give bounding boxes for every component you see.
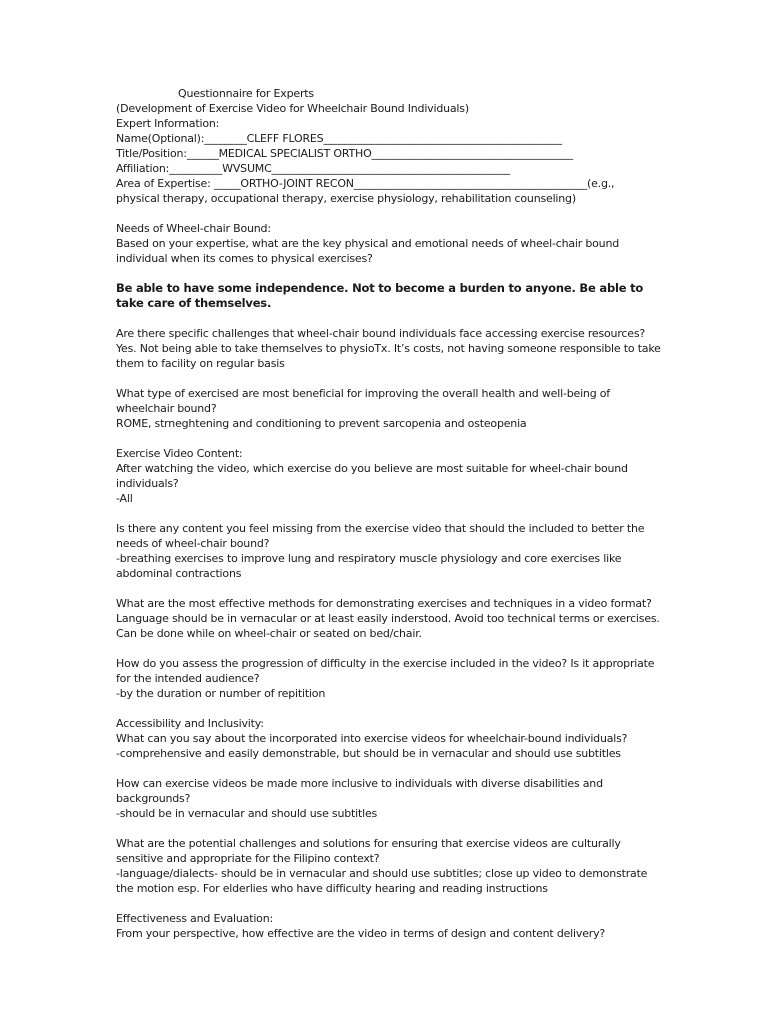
expert-info-heading: Expert Information: — [116, 117, 220, 130]
spacer — [116, 266, 661, 281]
spacer — [116, 206, 661, 221]
document-title: Questionnaire for Experts — [178, 87, 314, 100]
content-question-2: Is there any content you feel missing from the exercise video that should the included to better the needs of wheel-chair bound? — [116, 522, 645, 550]
spacer — [116, 431, 661, 446]
needs-question-3: What type of exercised are most beneficial for improving the overall health and well-being of wheelchair bound? — [116, 387, 610, 415]
spacer — [116, 821, 661, 836]
effectiveness-question-1: From your perspective, how effective are the video in terms of design and content delivery? — [116, 927, 606, 940]
content-question-4: How do you assess the progression of difficulty in the exercise included in the video? Is it appropriate for the intended audience? — [116, 657, 655, 685]
spacer — [116, 761, 661, 776]
needs-question-1: Based on your expertise, what are the key physical and emotional needs of wheel-chair bound individual when its comes to physical exercises? — [116, 237, 619, 265]
field-area-of-expertise-examples: physical therapy, occupational therapy, exercise physiology, rehabilitation counseling) — [116, 192, 576, 205]
needs-heading: Needs of Wheel-chair Bound: — [116, 222, 271, 235]
needs-answer-3: ROME, strneghtening and conditioning to prevent sarcopenia and osteopenia — [116, 417, 527, 430]
spacer — [116, 896, 661, 911]
spacer — [116, 371, 661, 386]
spacer — [116, 581, 661, 596]
spacer — [116, 701, 661, 716]
content-question-1: After watching the video, which exercise do you believe are most suitable for wheel-chair bound individuals? — [116, 462, 628, 490]
spacer — [116, 641, 661, 656]
field-area-of-expertise: Area of Expertise: _____ORTHO-JOINT RECON____________________________________________(e.g., — [116, 177, 615, 190]
needs-answer-1: Be able to have some independence. Not to become a burden to anyone. Be able to take care of themselves. — [116, 281, 644, 310]
content-answer-2: -breathing exercises to improve lung and respiratory muscle physiology and core exercises like abdominal contractions — [116, 552, 622, 580]
field-affiliation: Affiliation:__________WVSUMC_____________________________________________ — [116, 162, 511, 175]
accessibility-heading: Accessibility and Inclusivity: — [116, 717, 264, 730]
field-name: Name(Optional):________CLEFF FLORES_____________________________________________ — [116, 132, 562, 145]
needs-answer-2: Yes. Not being able to take themselves to physioTx. It’s costs, not having someone responsible to take them to facility on regular basis — [116, 342, 661, 370]
spacer — [116, 311, 661, 326]
accessibility-question-2: How can exercise videos be made more inclusive to individuals with diverse disabilities and backgrounds? — [116, 777, 603, 805]
accessibility-answer-3: -language/dialects- should be in vernacular and should use subtitles; close up video to demonstrate the motion esp. For elderlies who have difficulty hearing and reading instructions — [116, 867, 648, 895]
content-question-3: What are the most effective methods for demonstrating exercises and techniques in a video format? — [116, 597, 652, 610]
content-answer-3: Language should be in vernacular or at least easily inderstood. Avoid too technical terms or exercises. Can be done while on wheel-chair or seated on bed/chair. — [116, 612, 660, 640]
content-answer-4: -by the duration or number of repitition — [116, 687, 326, 700]
spacer — [116, 506, 661, 521]
accessibility-answer-2: -should be in vernacular and should use subtitles — [116, 807, 378, 820]
accessibility-answer-1: -comprehensive and easily demonstrable, but should be in vernacular and should use subtitles — [116, 747, 621, 760]
content-answer-1: -All — [116, 492, 133, 505]
effectiveness-heading: Effectiveness and Evaluation: — [116, 912, 273, 925]
accessibility-question-3: What are the potential challenges and solutions for ensuring that exercise videos are culturally sensitive and appropriate for the Filipino context? — [116, 837, 621, 865]
document-subtitle: (Development of Exercise Video for Wheelchair Bound Individuals) — [116, 102, 469, 115]
field-title-position: Title/Position:______MEDICAL SPECIALIST ORTHO______________________________________ — [116, 147, 573, 160]
accessibility-question-1: What can you say about the incorporated into exercise videos for wheelchair-bound individuals? — [116, 732, 628, 745]
document-body — [116, 86, 661, 941]
needs-question-2: Are there specific challenges that wheel-chair bound individuals face accessing exercise resources? — [116, 327, 645, 340]
content-heading: Exercise Video Content: — [116, 447, 243, 460]
